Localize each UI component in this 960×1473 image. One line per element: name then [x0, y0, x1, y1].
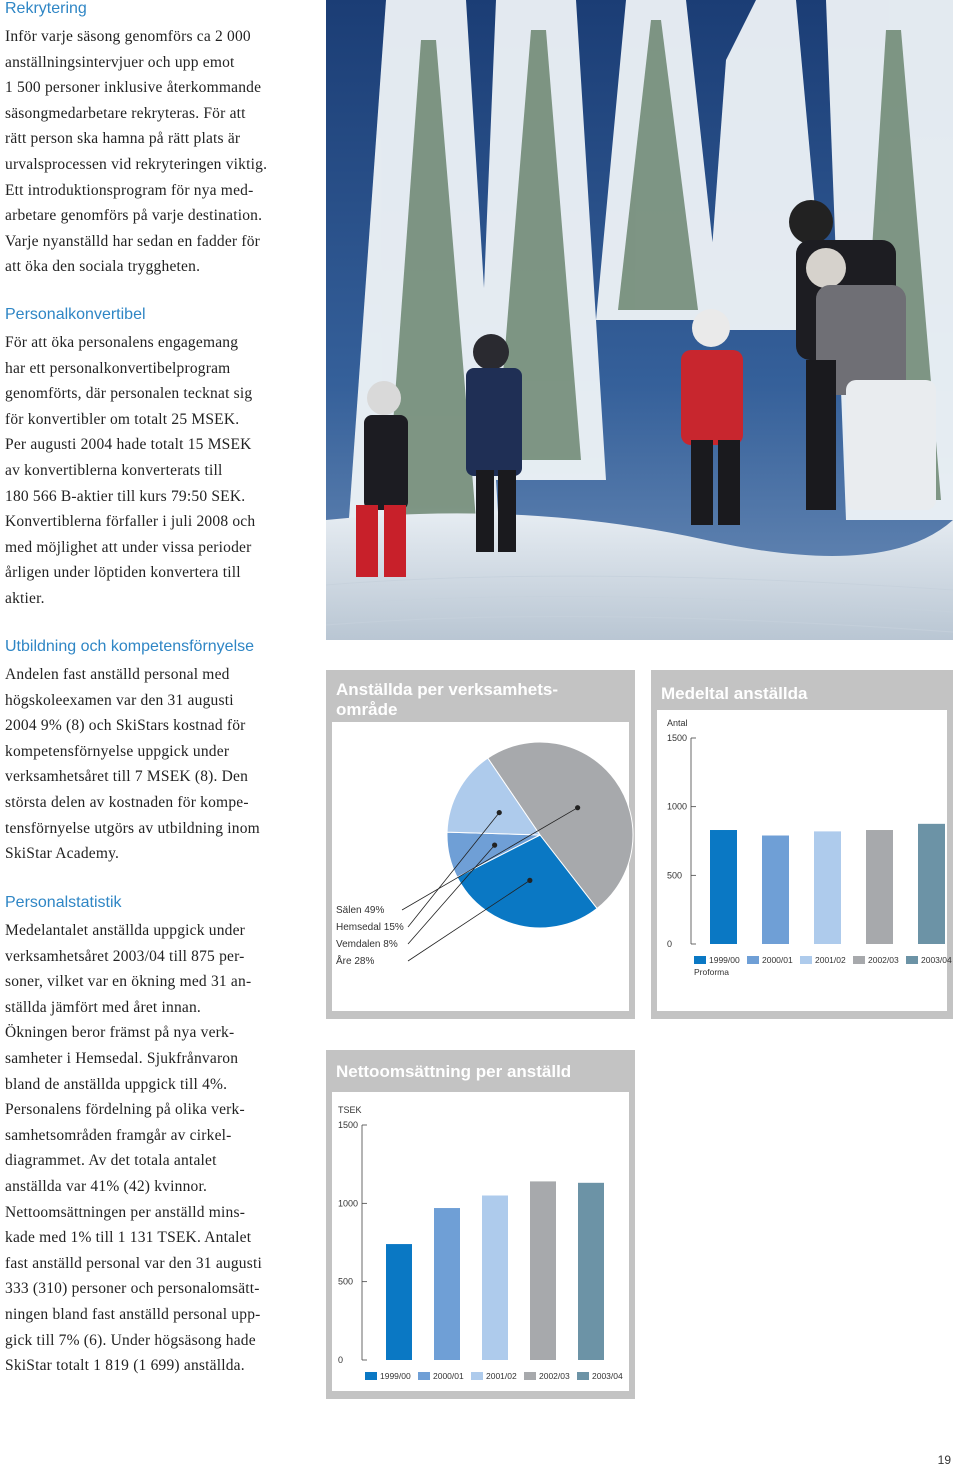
bar-chart-netto — [332, 1092, 629, 1391]
legend-swatch-1999/00 — [694, 956, 706, 964]
pie-legend-sälen: Sälen 49% — [336, 905, 385, 916]
chart-note: Proforma — [694, 967, 729, 977]
bar-2003/04 — [578, 1183, 604, 1360]
pie-leader-dot-åre — [527, 878, 532, 883]
heading-personalstatistik: Personalstatistik — [5, 894, 122, 911]
legend-swatch-2001/02 — [471, 1372, 483, 1380]
y-axis-label: Antal — [667, 718, 688, 728]
pie-chart-title: Anställda per verksamhets- område — [336, 680, 559, 719]
y-tick-label: 0 — [667, 939, 673, 949]
section-utbildning — [5, 638, 310, 867]
x-category-label: 2002/03 — [539, 1371, 570, 1381]
x-category-label: 1999/00 — [380, 1371, 411, 1381]
x-category-label: 2000/01 — [762, 955, 793, 965]
bar-chart-medeltal-title: Medeltal anställda — [661, 684, 808, 703]
bar-chart-netto-panel — [326, 1050, 635, 1399]
y-tick-label: 1500 — [667, 733, 688, 743]
legend-swatch-2001/02 — [800, 956, 812, 964]
x-category-label: 2001/02 — [815, 955, 846, 965]
y-tick-label: 1000 — [667, 801, 688, 812]
pie-chart — [332, 722, 629, 1011]
text-personalstatistik: Medelantalet anställda uppgick under verksamhetsåret 2003/04 till 875 per- soner, vilket var en ökning med 31 an- ställda jämfört med året innan. Ökningen beror främst på nya verk- samheter i Hemsedal. Sjukfrånvaron bland de anställda uppgick till 4%. Personalens fördelning på olika verk- samhetsområden framgår av cirkel- diagrammet. Av det totala antalet anställda var 41% (42) kvinnor. Nettoomsättningen per anställd mins- kade med 1% till 1 131 TSEK. Antalet fast anställd personal var den 31 augusti 333 (310) personer och personalomsätt- ningen bland fast anställd personal upp- gick till 7% (6). Under högsäsong hade SkiStar totalt 1 819 (1 699) anställda. — [5, 922, 262, 1375]
pie-chart-panel — [326, 670, 635, 1019]
legend-swatch-2002/03 — [524, 1372, 536, 1380]
bar-2002/03 — [866, 830, 893, 944]
section-personalstatistik — [5, 894, 310, 1379]
pie-leader-dot-vemdalen — [492, 843, 497, 848]
legend-swatch-2003/04 — [577, 1372, 589, 1380]
text-rekrytering: Inför varje säsong genomförs ca 2 000 anställningsintervjuer och upp emot 1 500 personer inklusive återkommande säsongmedarbetare rekryteras. För att rätt person ska hamna på rätt plats är urvalsprocessen vid rekryteringen viktig. Ett introduktionsprogram för nya med- arbetare genomförs på varje destination. Varje nyanställd har sedan en fadder för att öka den sociala tryggheten. — [5, 28, 268, 276]
bar-chart-netto-title: Nettoomsättning per anställd — [336, 1062, 572, 1081]
bar-2003/04 — [918, 824, 945, 944]
y-tick-label: 500 — [338, 1276, 354, 1287]
page-number: 19 — [937, 1453, 951, 1467]
legend-swatch-2000/01 — [418, 1372, 430, 1380]
bar-2002/03 — [530, 1181, 556, 1360]
x-category-label: 2002/03 — [868, 955, 899, 965]
section-personalkonvertibel — [5, 306, 310, 612]
bar-2001/02 — [814, 831, 841, 944]
legend-swatch-2000/01 — [747, 956, 759, 964]
y-axis-label: TSEK — [338, 1105, 362, 1115]
x-category-label: 2003/04 — [921, 955, 952, 965]
x-category-label: 2000/01 — [433, 1371, 464, 1381]
text-personalkonvertibel: För att öka personalens engagemang har ett personalkonvertibelprogram genomförts, där personalen tecknat sig för konvertibler om totalt 25 MSEK. Per augusti 2004 hade totalt 15 MSEK av konvertiblerna konverterats till 180 566 B-aktier till kurs 79:50 SEK. Konvertiblerna förfaller i juli 2008 och med möjlighet att under vissa perioder årligen under löptiden konvertera till aktier. — [5, 334, 256, 607]
ski-photo — [326, 0, 953, 640]
legend-swatch-2002/03 — [853, 956, 865, 964]
text-utbildning: Andelen fast anställd personal med högskoleexamen var den 31 augusti 2004 9% (8) och SkiStars kostnad för kompetensförnyelse uppgick under verksamhetsåret till 7 MSEK (8). Den största delen av kostnaden för kompe- tensförnyelse utgörs av utbildning inom SkiStar Academy. — [5, 666, 260, 863]
pie-leader-dot-sälen — [575, 805, 580, 810]
bar-1999/00 — [710, 830, 737, 944]
pie-legend-åre: Åre 28% — [336, 956, 375, 967]
x-category-label: 2001/02 — [486, 1371, 517, 1381]
legend-swatch-1999/00 — [365, 1372, 377, 1380]
section-rekrytering — [5, 0, 310, 280]
bar-chart-medeltal-panel — [651, 670, 953, 1019]
y-tick-label: 500 — [667, 870, 683, 881]
pie-legend-hemsedal: Hemsedal 15% — [336, 922, 404, 933]
y-tick-label: 1500 — [338, 1120, 359, 1130]
ski-photo-illustration — [326, 0, 953, 640]
heading-personalkonvertibel: Personalkonvertibel — [5, 306, 146, 323]
heading-utbildning: Utbildning och kompetensförnyelse — [5, 638, 255, 655]
bar-chart-medeltal — [657, 710, 952, 1011]
pie-legend-vemdalen: Vemdalen 8% — [336, 939, 398, 950]
bar-2000/01 — [762, 836, 789, 944]
heading-rekrytering: Rekrytering — [5, 0, 87, 17]
bar-1999/00 — [386, 1244, 412, 1360]
y-tick-label: 1000 — [338, 1198, 359, 1209]
pie-leader-dot-hemsedal — [497, 810, 502, 815]
bar-2001/02 — [482, 1196, 508, 1361]
x-category-label: 1999/00 — [709, 955, 740, 965]
y-tick-label: 0 — [338, 1355, 344, 1365]
x-category-label: 2003/04 — [592, 1371, 623, 1381]
legend-swatch-2003/04 — [906, 956, 918, 964]
bar-2000/01 — [434, 1208, 460, 1360]
